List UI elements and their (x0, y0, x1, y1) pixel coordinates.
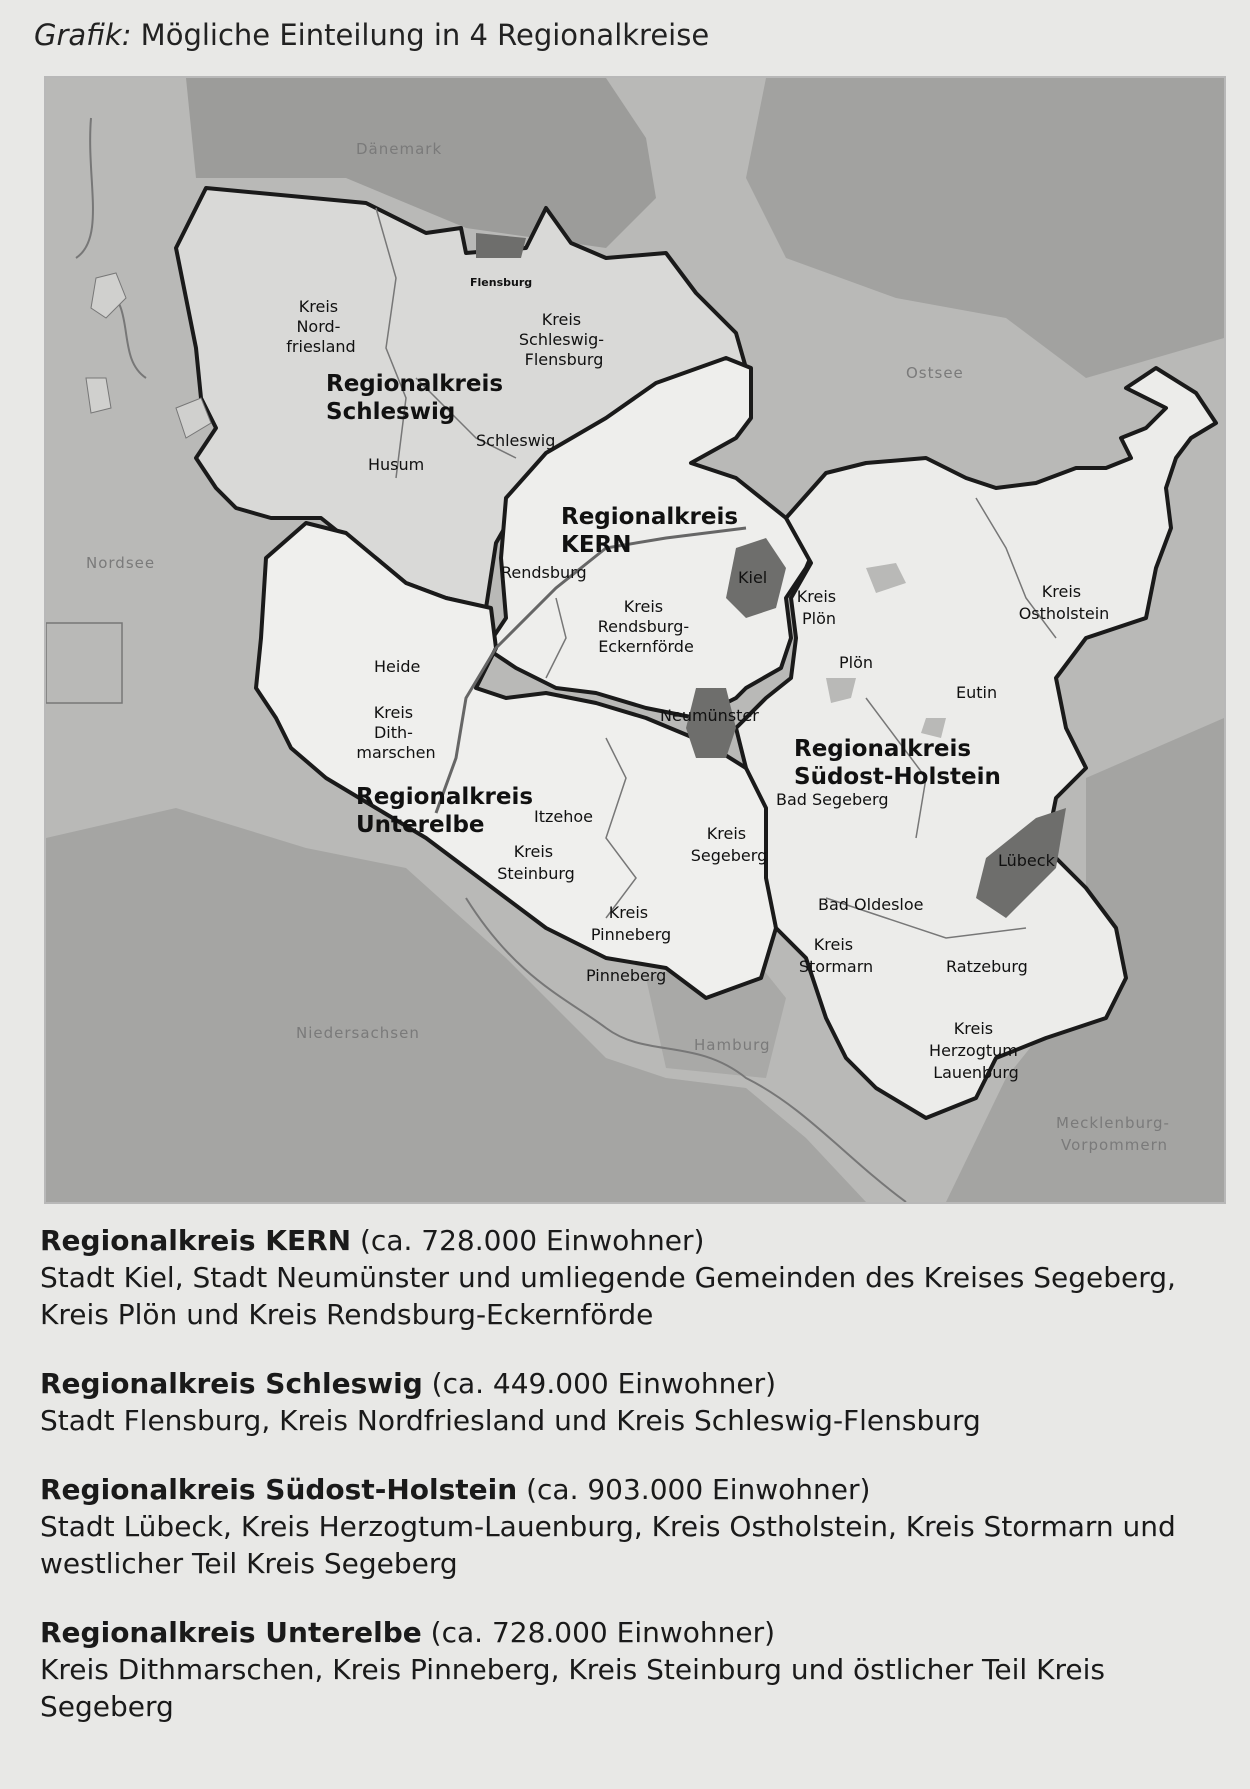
label-mv-1: Mecklenburg- (1056, 1114, 1170, 1132)
label-mv-2: Vorpommern (1061, 1136, 1169, 1154)
entry-description: Stadt Flensburg, Kreis Nordfriesland und Kreis Schleswig-Flensburg (40, 1404, 981, 1437)
region-legend (40, 1222, 1200, 1757)
entry-population: (ca. 903.000 Einwohner) (517, 1473, 871, 1506)
place-husum: Husum (368, 455, 425, 474)
entry-description: Stadt Lübeck, Kreis Herzogtum-Lauenburg, Kreis Ostholstein, Kreis Stormarn und westlicher Teil Kreis Segeberg (40, 1510, 1176, 1580)
place-kreis-segeberg: Kreis Segeberg (690, 824, 768, 865)
entry-kern (40, 1222, 1200, 1333)
entry-name: Regionalkreis Schleswig (40, 1367, 423, 1400)
region-label-suedost: Regionalkreis Südost-Holstein (794, 736, 1001, 790)
place-pinneberg: Pinneberg (586, 966, 667, 985)
entry-population: (ca. 728.000 Einwohner) (351, 1224, 705, 1257)
place-bad-segeberg: Bad Segeberg (776, 790, 889, 809)
place-kreis-schleswig-flensburg: Kreis Schleswig- Flensburg (518, 310, 605, 369)
place-luebeck: Lübeck (998, 851, 1055, 870)
place-kreis-herzogtum-lauenburg: Kreis Herzogtum Lauenburg (929, 1019, 1019, 1082)
entry-suedost-holstein (40, 1471, 1200, 1582)
place-kreis-dithmarschen: Kreis Dith- marschen (356, 703, 436, 762)
entry-description: Kreis Dithmarschen, Kreis Pinneberg, Kreis Steinburg und östlicher Teil Kreis Segeberg (40, 1653, 1105, 1723)
entry-population: (ca. 728.000 Einwohner) (421, 1616, 776, 1649)
place-itzehoe: Itzehoe (534, 807, 594, 826)
entry-name: Regionalkreis Unterelbe (40, 1616, 422, 1649)
place-flensburg: Flensburg (470, 276, 533, 289)
region-label-schleswig: Regionalkreis Schleswig (326, 371, 504, 425)
place-kreis-stormarn: Kreis Stormarn (798, 935, 874, 976)
region-label-kern: Regionalkreis KERN (561, 504, 739, 558)
place-kreis-ploen: Kreis Plön (796, 587, 837, 628)
place-neumuenster: Neumünster (660, 706, 759, 725)
entry-schleswig (40, 1365, 1200, 1439)
label-daenemark: Dänemark (356, 140, 443, 158)
place-heide: Heide (374, 657, 421, 676)
label-niedersachsen: Niedersachsen (296, 1024, 420, 1042)
place-eutin: Eutin (956, 683, 998, 702)
place-kreis-nordfriesland: Kreis Nord- friesland (286, 297, 356, 356)
label-ostsee: Ostsee (906, 364, 964, 382)
label-hamburg: Hamburg (694, 1036, 771, 1054)
entry-name: Regionalkreis KERN (40, 1224, 352, 1257)
entry-name: Regionalkreis Südost-Holstein (40, 1473, 518, 1506)
caption-text: Mögliche Einteilung in 4 Regionalkreise (131, 18, 710, 52)
place-kiel: Kiel (738, 568, 768, 587)
entry-description: Stadt Kiel, Stadt Neumünster und umliegende Gemeinden des Kreises Segeberg, Kreis Plön und Kreis Rendsburg-Eckernförde (40, 1261, 1176, 1331)
label-nordsee: Nordsee (86, 554, 156, 572)
region-label-unterelbe: Regionalkreis Unterelbe (356, 784, 534, 838)
entry-unterelbe (40, 1614, 1200, 1725)
place-bad-oldesloe: Bad Oldesloe (818, 895, 924, 914)
place-kreis-pinneberg: Kreis Pinneberg (590, 903, 672, 944)
place-rendsburg: Rendsburg (501, 563, 587, 582)
place-schleswig: Schleswig (476, 431, 556, 450)
place-kreis-ostholstein: Kreis Ostholstein (1018, 582, 1110, 623)
entry-population: (ca. 449.000 Einwohner) (422, 1367, 777, 1400)
place-kreis-steinburg: Kreis Steinburg (497, 842, 575, 883)
region-map (44, 76, 1226, 1204)
caption-lead: Grafik: (34, 18, 132, 52)
place-ploen: Plön (839, 653, 874, 672)
figure-caption (34, 18, 709, 52)
place-ratzeburg: Ratzeburg (946, 957, 1028, 976)
place-kreis-rendsburg-eckernfoerde: Kreis Rendsburg- Eckernförde (597, 597, 694, 656)
